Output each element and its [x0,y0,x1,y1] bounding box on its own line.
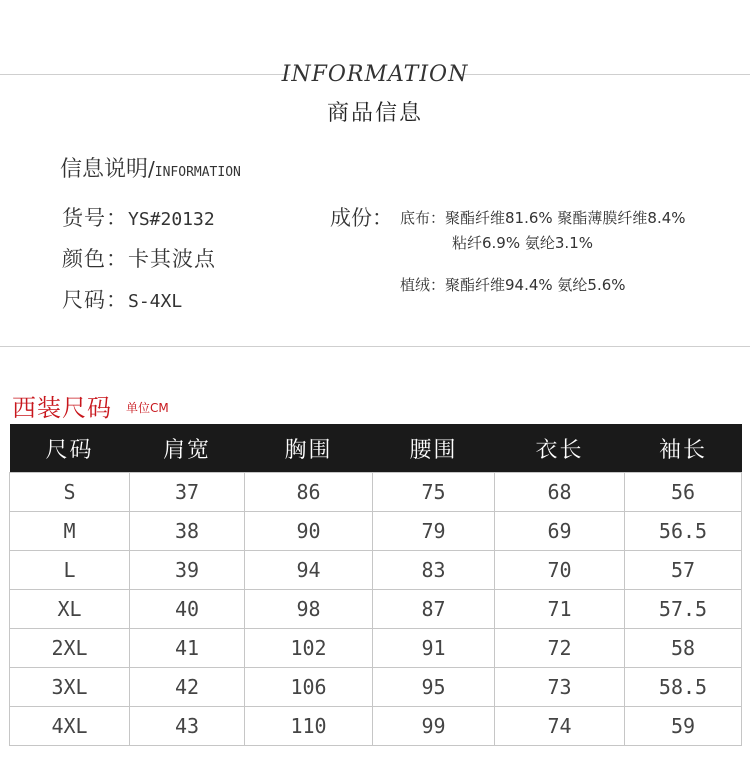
cell-sleeve: 57 [625,551,742,590]
size-chart-table [9,424,742,746]
header-title-cn: 商品信息 [326,101,423,126]
cell-waist: 99 [373,707,495,746]
table-row [10,668,742,707]
cell-length: 69 [495,512,625,551]
column-header-shoulder: 肩宽 [130,424,245,473]
composition-base-line2: 粘纤6.9% 氨纶3.1% [452,234,593,252]
cell-sleeve: 56 [625,473,742,512]
cell-size: 3XL [10,668,130,707]
cell-length: 74 [495,707,625,746]
cell-length: 70 [495,551,625,590]
cell-shoulder: 38 [130,512,245,551]
cell-sleeve: 59 [625,707,742,746]
cell-sleeve: 57.5 [625,590,742,629]
column-header-length: 衣长 [495,424,625,473]
cell-chest: 94 [245,551,373,590]
cell-chest: 102 [245,629,373,668]
cell-length: 72 [495,629,625,668]
cell-length: 71 [495,590,625,629]
header-title-en: INFORMATION [281,62,469,87]
cell-shoulder: 42 [130,668,245,707]
cell-chest: 90 [245,512,373,551]
cell-shoulder: 43 [130,707,245,746]
cell-size: XL [10,590,130,629]
cell-waist: 91 [373,629,495,668]
table-row [10,590,742,629]
table-row [10,629,742,668]
table-row [10,707,742,746]
cell-length: 68 [495,473,625,512]
cell-waist: 87 [373,590,495,629]
table-row [10,473,742,512]
spec-sku-value: YS#20132 [128,209,215,230]
cell-chest: 106 [245,668,373,707]
cell-sleeve: 56.5 [625,512,742,551]
cell-waist: 95 [373,668,495,707]
column-header-waist: 腰围 [373,424,495,473]
cell-shoulder: 41 [130,629,245,668]
table-row [10,551,742,590]
info-section-title-cn: 信息说明 [60,157,149,182]
cell-shoulder: 37 [130,473,245,512]
column-header-size: 尺码 [10,424,130,473]
size-chart-unit: 单位CM [126,401,169,415]
info-section-title [60,152,241,183]
info-divider [0,346,750,347]
cell-length: 73 [495,668,625,707]
info-section-title-slash: / [148,157,155,181]
cell-sleeve: 58.5 [625,668,742,707]
cell-waist: 75 [373,473,495,512]
cell-chest: 98 [245,590,373,629]
composition-label: 成份： [330,206,393,230]
cell-chest: 86 [245,473,373,512]
composition-pile-line: 植绒：聚酯纤维94.4% 氨纶5.6% [400,276,626,294]
cell-sleeve: 58 [625,629,742,668]
cell-waist: 79 [373,512,495,551]
composition-base-line1: 底布：聚酯纤维81.6% 聚酯薄膜纤维8.4% [400,209,686,227]
spec-size-value: S-4XL [128,291,183,312]
cell-size: L [10,551,130,590]
cell-chest: 110 [245,707,373,746]
spec-size-label: 尺码： [62,288,128,312]
spec-sku-label: 货号： [62,206,128,230]
table-row [10,512,742,551]
size-chart-title: 西装尺码 [12,394,112,422]
column-header-sleeve: 袖长 [625,424,742,473]
cell-size: 2XL [10,629,130,668]
spec-color-label: 颜色： [62,247,128,271]
cell-size: M [10,512,130,551]
spec-size [62,284,182,314]
cell-shoulder: 39 [130,551,245,590]
spec-sku [62,202,215,232]
spec-color [62,243,216,273]
cell-size: 4XL [10,707,130,746]
size-table-header-row [10,424,742,473]
info-section-title-en: INFORMATION [154,165,241,180]
spec-color-value: 卡其波点 [128,247,216,271]
cell-shoulder: 40 [130,590,245,629]
cell-size: S [10,473,130,512]
column-header-chest: 胸围 [245,424,373,473]
cell-waist: 83 [373,551,495,590]
